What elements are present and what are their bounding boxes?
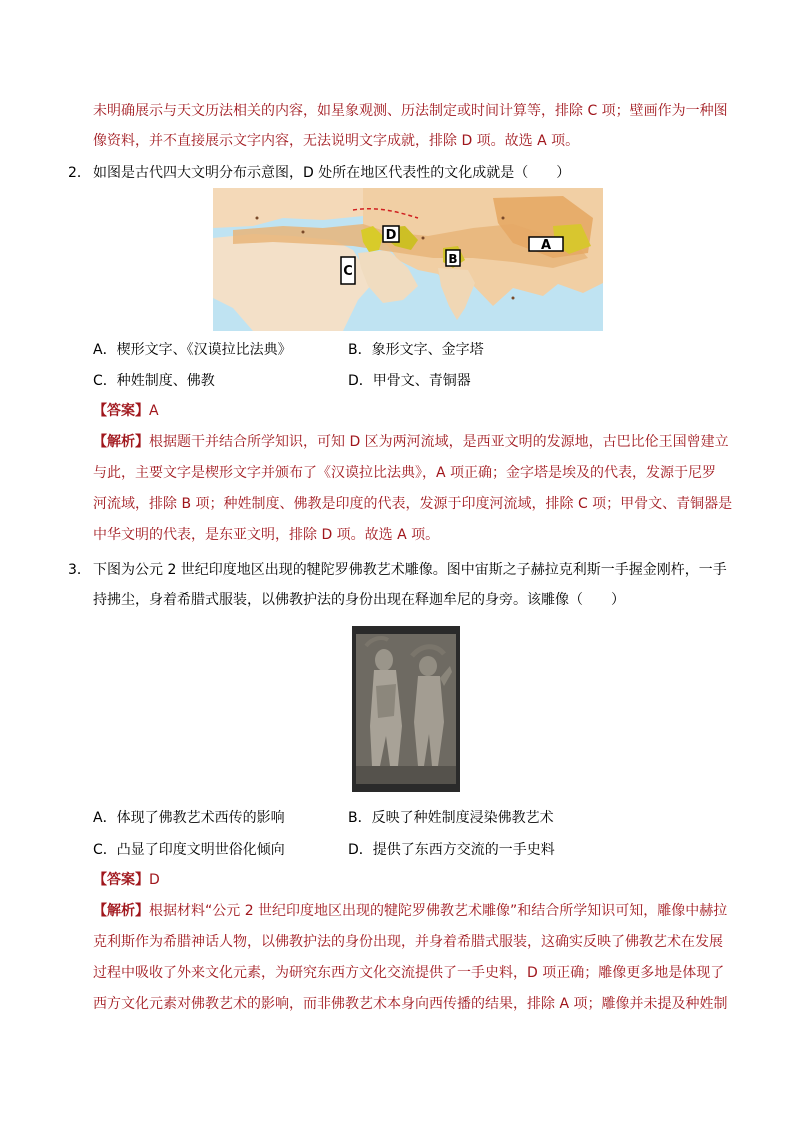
question-2-analysis-line-2: 与此，主要文字是楔形文字并颁布了《汉谟拉比法典》，A 项正确；金字塔是埃及的代表，发源于尼罗	[93, 465, 717, 481]
question-2-analysis-line-3: 河流域，排除 B 项；种姓制度、佛教是印度的代表，发源于印度河流域，排除 C 项；甲骨文、青铜器是	[93, 496, 733, 512]
question-3-analysis-line-1	[93, 901, 727, 921]
analysis-text: 根据题干并结合所学知识，可知 D 区为两河流域，是西亚文明的发源地，古巴比伦王国曾建立	[149, 434, 729, 450]
question-3-option-b: B．反映了种姓制度浸染佛教艺术	[348, 810, 554, 826]
question-2-option-d: D．甲骨文、青铜器	[348, 373, 471, 389]
analysis-tag: 【解析】	[93, 434, 149, 450]
question-2-stem: 如图是古代四大文明分布示意图，D 处所在地区代表性的文化成就是（ ）	[93, 165, 571, 181]
answer-value: A	[149, 403, 159, 419]
question-2-analysis-line-1	[93, 432, 729, 452]
answer-tag: 【答案】	[93, 403, 149, 419]
question-2-number: 2．	[68, 165, 91, 181]
prev-analysis-line-2: 像资料，并不直接展示文字内容，无法说明文字成就，排除 D 项。故选 A 项。	[93, 133, 580, 149]
map-label-c: C	[343, 264, 353, 279]
map-label-d: D	[385, 228, 397, 243]
map-label-b: B	[448, 252, 458, 266]
question-3-stem-line-1: 下图为公元 2 世纪印度地区出现的犍陀罗佛教艺术雕像。图中宙斯之子赫拉克利斯一手握金刚杵，一手	[93, 562, 727, 578]
question-3-stem-line-2: 持拂尘，身着希腊式服装，以佛教护法的身份出现在释迦牟尼的身旁。该雕像（ ）	[93, 592, 625, 608]
prev-analysis-line-1: 未明确展示与天文历法相关的内容，如星象观测、历法制定或时间计算等，排除 C 项；壁画作为一种图	[93, 103, 728, 119]
question-2-option-b: B．象形文字、金字塔	[348, 342, 484, 358]
question-3-option-d: D．提供了东西方交流的一手史料	[348, 842, 555, 858]
ancient-civilizations-map	[213, 188, 603, 331]
question-3-analysis-line-4: 西方文化元素对佛教艺术的影响，而非佛教艺术本身向西传播的结果，排除 A 项；雕像并未提及种姓制	[93, 996, 728, 1012]
question-3-option-c: C．凸显了印度文明世俗化倾向	[93, 842, 285, 858]
question-2-option-c: C．种姓制度、佛教	[93, 373, 215, 389]
question-2-answer	[93, 401, 159, 421]
answer-tag: 【答案】	[93, 872, 149, 888]
question-3-analysis-line-3: 过程中吸收了外来文化元素，为研究东西方文化交流提供了一手史料，D 项正确；雕像更多地是体现了	[93, 965, 725, 981]
analysis-text: 根据材料“公元 2 世纪印度地区出现的犍陀罗佛教艺术雕像”和结合所学知识可知，雕像中赫拉	[149, 903, 728, 919]
answer-value: D	[149, 872, 160, 888]
question-3-analysis-line-2: 克利斯作为希腊神话人物，以佛教护法的身份出现，并身着希腊式服装，这确实反映了佛教艺术在发展	[93, 934, 723, 950]
question-3-option-a: A．体现了佛教艺术西传的影响	[93, 810, 285, 826]
gandhara-statue-photo	[352, 626, 460, 792]
question-3-number: 3．	[68, 562, 91, 578]
analysis-tag: 【解析】	[93, 903, 149, 919]
map-label-a: A	[540, 238, 552, 253]
question-3-answer	[93, 870, 160, 890]
question-2-analysis-line-4: 中华文明的代表，是东亚文明，排除 D 项。故选 A 项。	[93, 527, 440, 543]
question-2-option-a: A．楔形文字、《汉谟拉比法典》	[93, 342, 292, 358]
